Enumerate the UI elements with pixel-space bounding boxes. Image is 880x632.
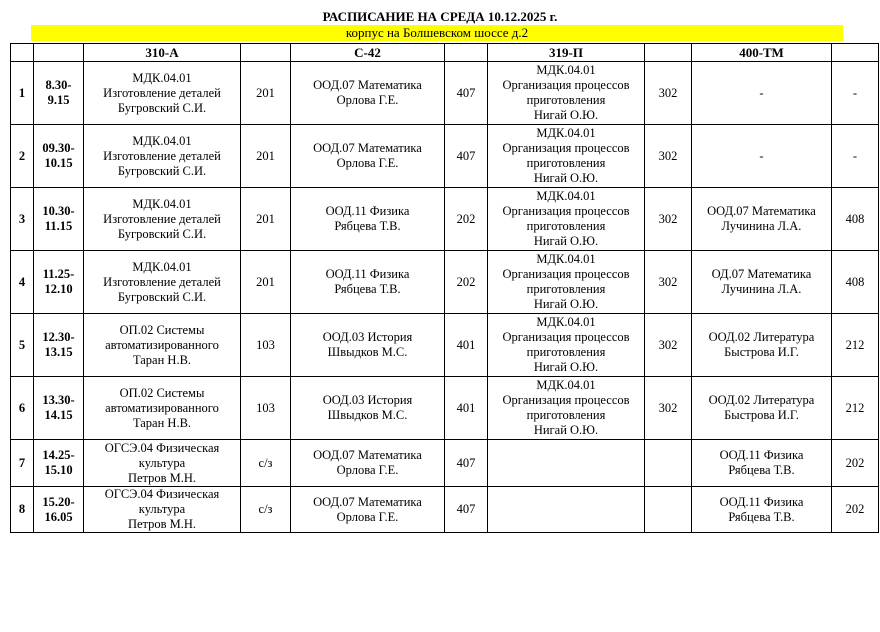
lesson-text: -: [759, 148, 764, 163]
room-cell: 302: [645, 314, 692, 377]
lesson-time-line: 09.30-: [42, 141, 75, 155]
lesson-cell: [291, 251, 445, 314]
lesson-cell: [692, 314, 832, 377]
lesson-text: приготовления: [526, 282, 606, 296]
lesson-text: МДК.04.01: [536, 252, 596, 266]
room-cell: 212: [832, 377, 879, 440]
lesson-text: Организация процессов: [502, 78, 630, 92]
group-header: 400-ТМ: [692, 44, 832, 62]
lesson-text: ООД.07 Математика: [313, 494, 422, 509]
table-row: [11, 314, 879, 377]
lesson-text: ООД.07 Математика: [313, 141, 422, 155]
room-cell: 201: [241, 62, 291, 125]
lesson-time-line: 13.15: [44, 345, 73, 359]
lesson-text: ООД.03 История: [322, 393, 413, 407]
lesson-cell: [488, 314, 645, 377]
lesson-text: ООД.07 Математика: [313, 78, 422, 92]
lesson-text: Нигай О.Ю.: [533, 297, 599, 311]
lesson-text: МДК.04.01: [536, 189, 596, 203]
lesson-text: ОП.02 Системы: [119, 322, 205, 337]
lesson-text: Нигай О.Ю.: [533, 171, 599, 185]
room-cell: с/з: [241, 440, 291, 487]
lesson-text: Изготовление деталей: [103, 85, 221, 100]
header-blank: [645, 44, 692, 62]
lesson-text: МДК.04.01: [536, 126, 596, 140]
lesson-text: МДК.04.01: [132, 133, 192, 148]
lesson-text: Изготовление деталей: [103, 148, 221, 163]
table-row: [11, 251, 879, 314]
lesson-cell: [84, 487, 241, 533]
lesson-number: 6: [11, 377, 34, 440]
lesson-cell: [291, 377, 445, 440]
lesson-cell: [291, 188, 445, 251]
lesson-time: [34, 314, 84, 377]
lesson-text: МДК.04.01: [132, 259, 192, 274]
lesson-text: Лучинина Л.А.: [721, 219, 802, 233]
lesson-text: Бугровский С.И.: [117, 226, 207, 241]
lesson-text: Орлова Г.Е.: [336, 463, 399, 477]
room-cell: 302: [645, 251, 692, 314]
lesson-time-line: 12.30-: [42, 330, 75, 344]
lesson-cell: [291, 62, 445, 125]
room-cell: 407: [445, 440, 488, 487]
page-title: РАСПИСАНИЕ НА СРЕДА 10.12.2025 г.: [322, 9, 558, 24]
lesson-number: 3: [11, 188, 34, 251]
lesson-text: автоматизированного: [105, 337, 219, 352]
lesson-text: Рябцева Т.В.: [334, 219, 401, 233]
room-cell: 302: [645, 188, 692, 251]
lesson-text: автоматизированного: [105, 400, 219, 415]
lesson-text: Бугровский С.И.: [117, 100, 207, 115]
lesson-time-line: 10.30-: [42, 204, 75, 218]
lesson-cell: [84, 188, 241, 251]
lesson-time: [34, 377, 84, 440]
lesson-cell: [692, 487, 832, 533]
lesson-text: Нигай О.Ю.: [533, 108, 599, 122]
room-cell: 202: [832, 487, 879, 533]
lesson-time-line: 8.30-: [45, 78, 72, 92]
lesson-text: приготовления: [526, 345, 606, 359]
lesson-text: ООД.11 Физика: [719, 494, 804, 509]
lesson-time: [34, 487, 84, 533]
table-row: [11, 440, 879, 487]
lesson-text: приготовления: [526, 156, 606, 170]
lesson-cell: [291, 125, 445, 188]
room-cell: [645, 440, 692, 487]
room-cell: 201: [241, 188, 291, 251]
lesson-time-line: 11.15: [44, 219, 73, 233]
lesson-text: Таран Н.В.: [132, 352, 192, 367]
lesson-text: Организация процессов: [502, 141, 630, 155]
room-cell: 202: [445, 251, 488, 314]
lesson-time-line: 13.30-: [42, 393, 75, 407]
lesson-text: МДК.04.01: [132, 196, 192, 211]
lesson-text: приготовления: [526, 408, 606, 422]
lesson-time-line: 10.15: [44, 156, 73, 170]
lesson-cell: [291, 440, 445, 487]
lesson-time: [34, 125, 84, 188]
lesson-cell: [84, 62, 241, 125]
table-row: [11, 487, 879, 533]
table-row: [11, 188, 879, 251]
lesson-cell: [488, 62, 645, 125]
lesson-text: приготовления: [526, 93, 606, 107]
lesson-text: Нигай О.Ю.: [533, 360, 599, 374]
room-cell: 302: [645, 125, 692, 188]
table-row: [11, 377, 879, 440]
lesson-text: МДК.04.01: [132, 70, 192, 85]
header-blank: [11, 44, 34, 62]
lesson-cell: [692, 125, 832, 188]
lesson-text: ООД.11 Физика: [325, 267, 410, 281]
lesson-text: ООД.07 Математика: [707, 204, 816, 218]
lesson-cell: [692, 440, 832, 487]
lesson-text: ООД.02 Литература: [708, 393, 815, 407]
lesson-cell: [84, 440, 241, 487]
lesson-number: 2: [11, 125, 34, 188]
lesson-time: [34, 62, 84, 125]
lesson-cell: [692, 377, 832, 440]
lesson-text: Петров М.Н.: [127, 470, 197, 485]
header-blank: [241, 44, 291, 62]
header-row: [11, 44, 879, 62]
lesson-text: Нигай О.Ю.: [533, 234, 599, 248]
lesson-text: Орлова Г.Е.: [336, 93, 399, 107]
lesson-text: Нигай О.Ю.: [533, 423, 599, 437]
lesson-cell: [488, 377, 645, 440]
lesson-cell: [488, 440, 645, 487]
lesson-time-line: 9.15: [47, 93, 70, 107]
lesson-text: Петров М.Н.: [127, 517, 197, 531]
lesson-text: Организация процессов: [502, 267, 630, 281]
lesson-cell: [291, 314, 445, 377]
lesson-text: Бугровский С.И.: [117, 163, 207, 178]
lesson-text: МДК.04.01: [536, 315, 596, 329]
building-subtitle: корпус на Болшевском шоссе д.2: [31, 25, 843, 41]
lesson-text: Рябцева Т.В.: [728, 463, 795, 477]
room-cell: 202: [445, 188, 488, 251]
lesson-text: Организация процессов: [502, 204, 630, 218]
lesson-text: Рябцева Т.В.: [728, 509, 795, 524]
room-cell: 202: [832, 440, 879, 487]
room-cell: 407: [445, 62, 488, 125]
lesson-text: Организация процессов: [502, 330, 630, 344]
lesson-time: [34, 188, 84, 251]
table-row: [11, 62, 879, 125]
schedule-table: [10, 43, 879, 533]
lesson-time-line: 12.10: [44, 282, 73, 296]
lesson-text: ООД.02 Литература: [708, 330, 815, 344]
lesson-text: Швыдков М.С.: [327, 408, 408, 422]
lesson-text: Лучинина Л.А.: [721, 282, 802, 296]
lesson-cell: [692, 251, 832, 314]
lesson-text: Рябцева Т.В.: [334, 282, 401, 296]
room-cell: 408: [832, 251, 879, 314]
header-blank: [34, 44, 84, 62]
room-cell: 302: [645, 62, 692, 125]
lesson-text: ОГСЭ.04 Физическая: [104, 440, 220, 455]
lesson-time: [34, 251, 84, 314]
lesson-time-line: 11.25-: [42, 267, 75, 281]
header-blank: [445, 44, 488, 62]
lesson-time-line: 15.10: [44, 463, 73, 477]
room-cell: 401: [445, 314, 488, 377]
room-cell: 103: [241, 314, 291, 377]
lesson-text: Изготовление деталей: [103, 211, 221, 226]
lesson-cell: [692, 188, 832, 251]
lesson-time: [34, 440, 84, 487]
lesson-text: Изготовление деталей: [103, 274, 221, 289]
lesson-text: Швыдков М.С.: [327, 345, 408, 359]
lesson-text: культура: [138, 455, 186, 470]
lesson-cell: [488, 251, 645, 314]
room-cell: 408: [832, 188, 879, 251]
lesson-time-line: 14.15: [44, 408, 73, 422]
lesson-text: Орлова Г.Е.: [336, 156, 399, 170]
room-cell: 201: [241, 125, 291, 188]
lesson-text: -: [759, 85, 764, 100]
room-cell: 407: [445, 487, 488, 533]
lesson-number: 1: [11, 62, 34, 125]
lesson-cell: [291, 487, 445, 533]
lesson-number: 5: [11, 314, 34, 377]
lesson-time-line: 16.05: [44, 509, 73, 524]
lesson-text: ООД.03 История: [322, 330, 413, 344]
lesson-text: приготовления: [526, 219, 606, 233]
lesson-text: МДК.04.01: [536, 63, 596, 77]
lesson-text: культура: [138, 502, 186, 516]
room-cell: 407: [445, 125, 488, 188]
lesson-text: Таран Н.В.: [132, 415, 192, 430]
lesson-text: ООД.07 Математика: [313, 448, 422, 462]
room-cell: с/з: [241, 487, 291, 533]
lesson-text: Бугровский С.И.: [117, 289, 207, 304]
room-cell: [645, 487, 692, 533]
header-blank: [832, 44, 879, 62]
lesson-time-line: 15.20-: [42, 494, 75, 509]
lesson-cell: [84, 314, 241, 377]
group-header: 310-А: [84, 44, 241, 62]
lesson-cell: [84, 377, 241, 440]
lesson-text: МДК.04.01: [536, 378, 596, 392]
lesson-text: ООД.11 Физика: [325, 204, 410, 218]
room-cell: 212: [832, 314, 879, 377]
group-header: 319-П: [488, 44, 645, 62]
lesson-number: 8: [11, 487, 34, 533]
group-header: С-42: [291, 44, 445, 62]
room-cell: 201: [241, 251, 291, 314]
lesson-text: ООД.11 Физика: [719, 448, 804, 462]
lesson-cell: [84, 125, 241, 188]
lesson-text: Быстрова И.Г.: [724, 345, 799, 359]
lesson-text: ОГСЭ.04 Физическая: [104, 487, 220, 501]
room-cell: 401: [445, 377, 488, 440]
lesson-time-line: 14.25-: [42, 448, 75, 462]
lesson-cell: [488, 125, 645, 188]
lesson-text: Быстрова И.Г.: [724, 408, 799, 422]
lesson-cell: [488, 188, 645, 251]
lesson-number: 7: [11, 440, 34, 487]
lesson-number: 4: [11, 251, 34, 314]
lesson-cell: [692, 62, 832, 125]
lesson-cell: [488, 487, 645, 533]
room-cell: -: [832, 125, 879, 188]
room-cell: 103: [241, 377, 291, 440]
room-cell: -: [832, 62, 879, 125]
room-cell: 302: [645, 377, 692, 440]
lesson-text: Организация процессов: [502, 393, 630, 407]
lesson-text: ОД.07 Математика: [711, 267, 812, 281]
lesson-text: ОП.02 Системы: [119, 385, 205, 400]
table-row: [11, 125, 879, 188]
lesson-cell: [84, 251, 241, 314]
lesson-text: Орлова Г.Е.: [336, 509, 399, 524]
